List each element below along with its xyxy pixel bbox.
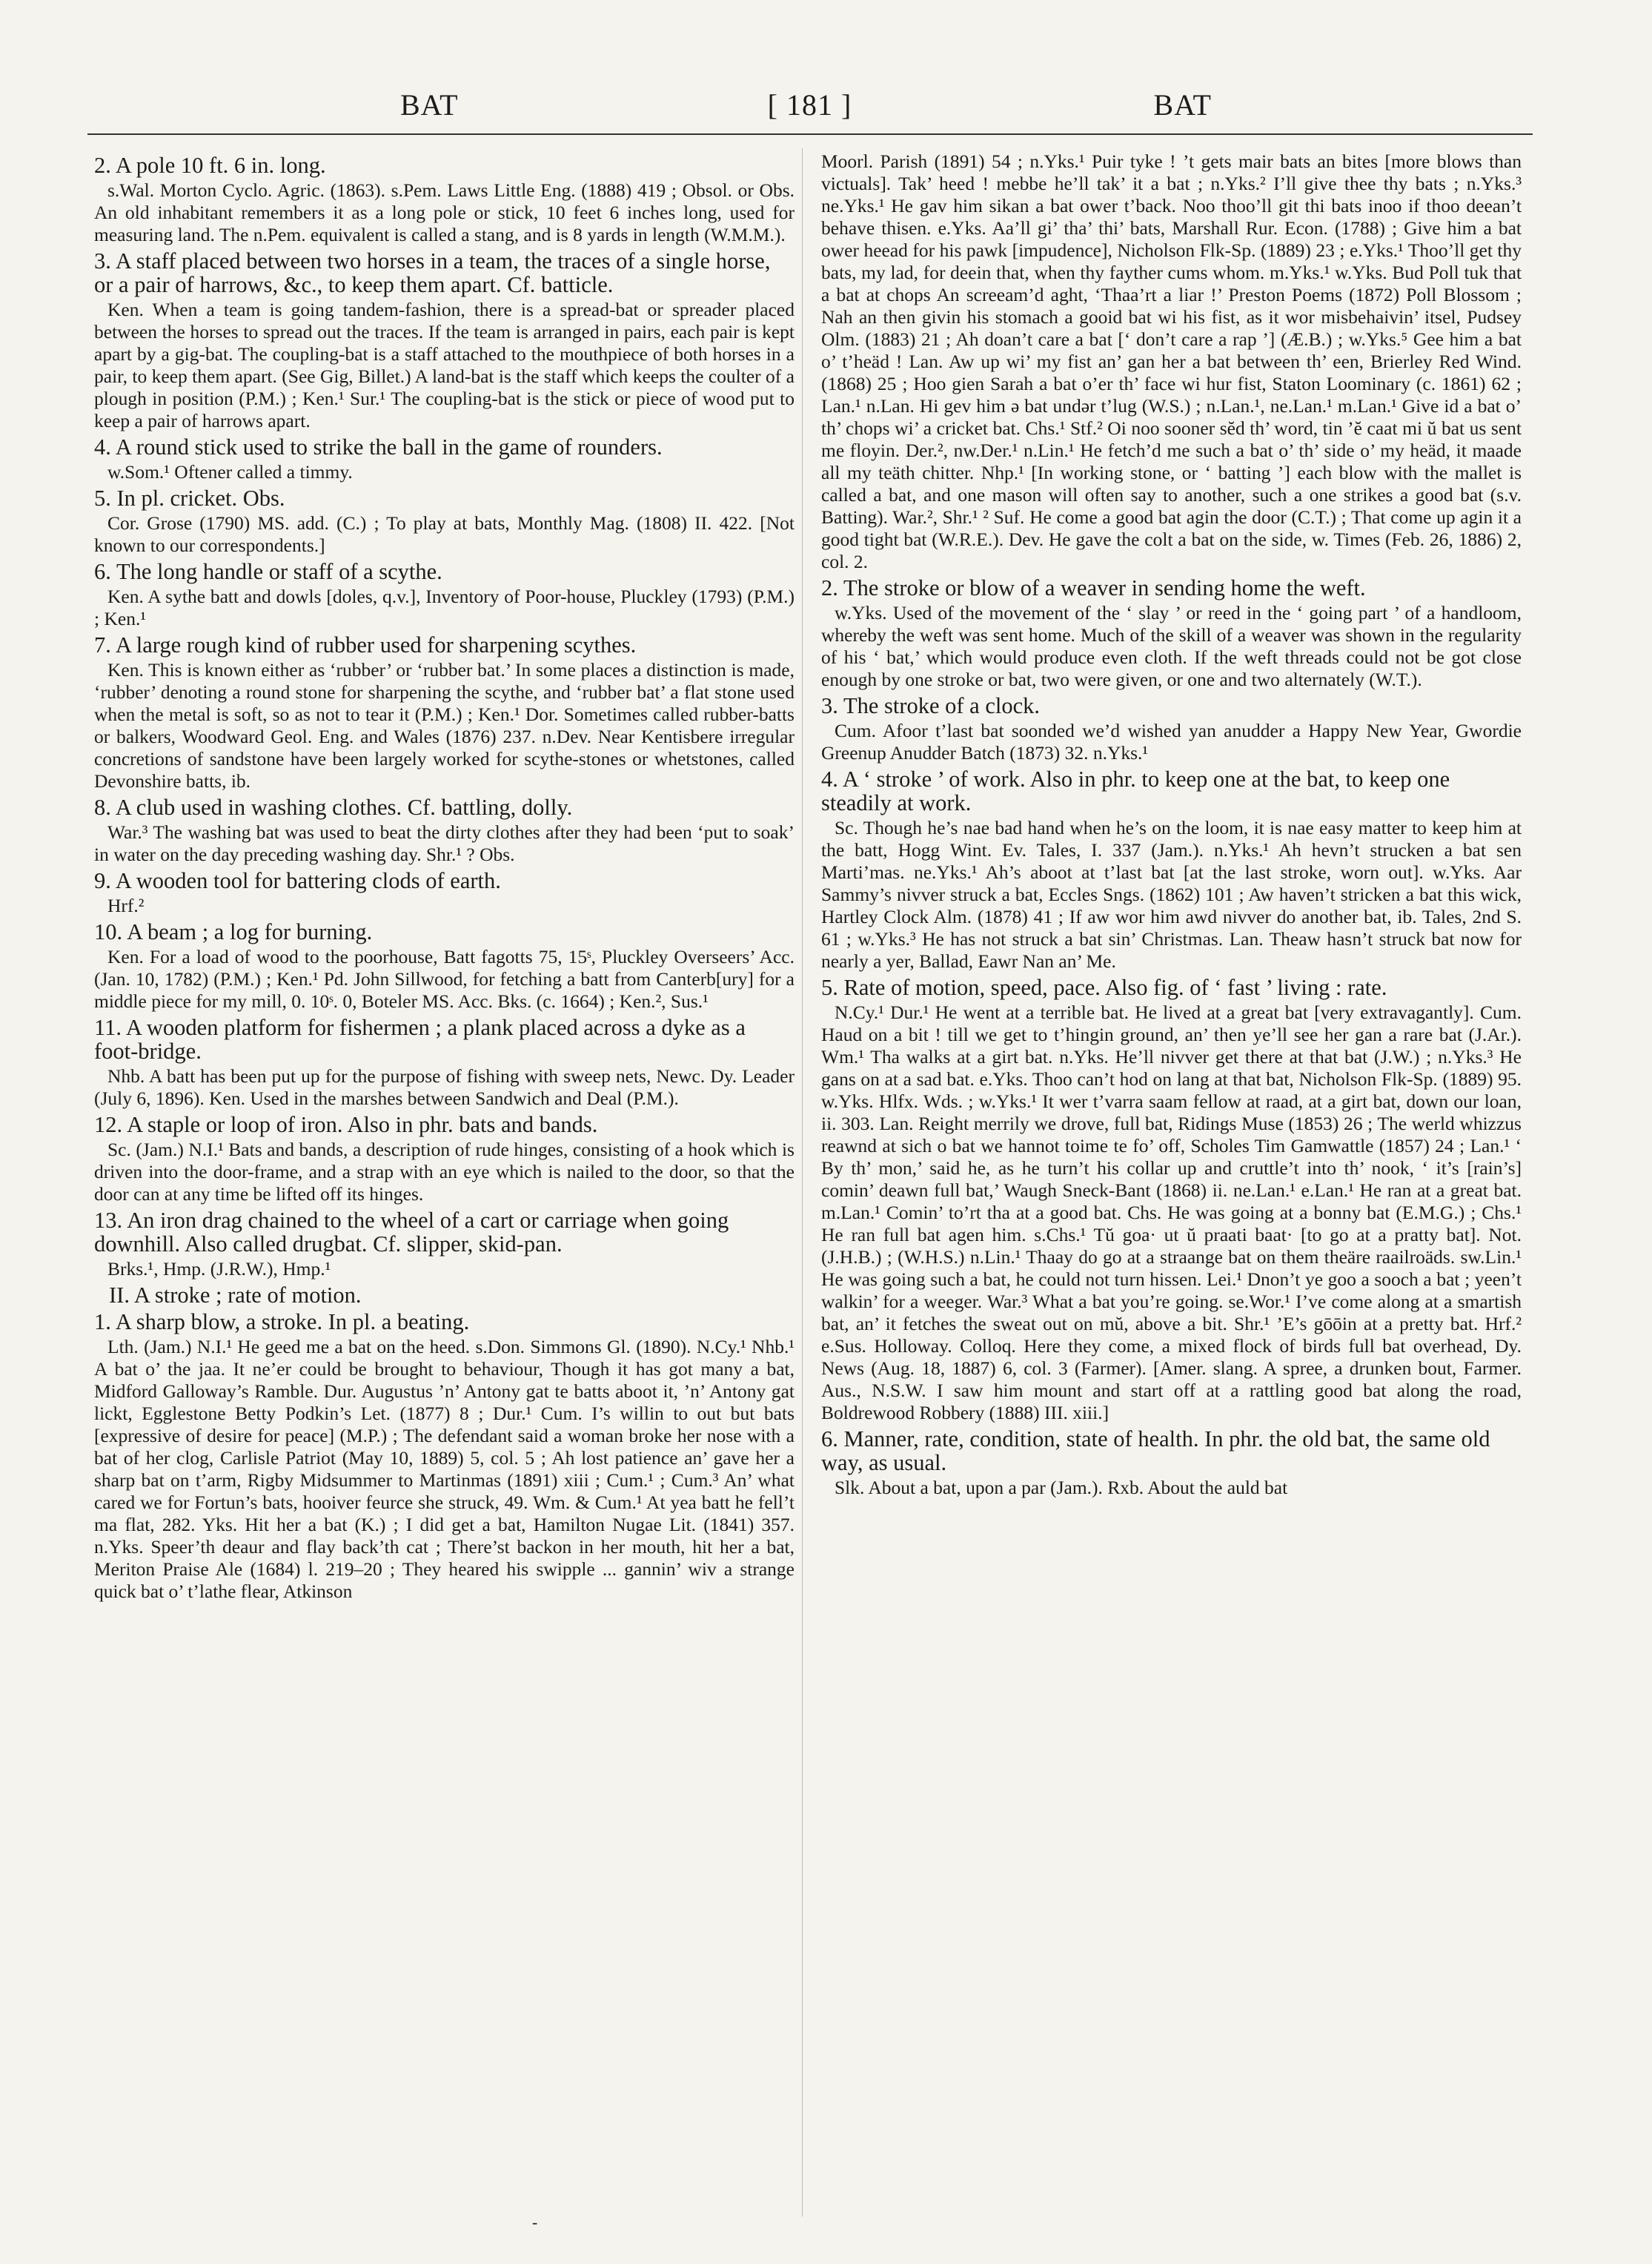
sense-heading: 8. A club used in washing clothes. Cf. battling, dolly. [94, 795, 573, 820]
sense-heading: 2. The stroke or blow of a weaver in sending home the weft. [821, 575, 1366, 600]
sense-heading: 5. Rate of motion, speed, pace. Also fig. of ‘ fast ’ living : rate. [821, 975, 1387, 1000]
citation-block: Ken. When a team is going tandem-fashion, there is a spread-bat or spreader placed between the horses to spread out the traces. If the team is arranged in pairs, each pair is kept apart by a gig-bat. The coupling-bat is a staff attached to the mouthpiece of both horses in a pair, to keep them apart. (See Gig, Billet.) A land-bat is the staff which keeps the coulter of a plough in position (P.M.) ; Ken.¹ Sur.¹ The coupling-bat is the stick or piece of wood put to keep a pair of harrows apart. [94, 299, 795, 431]
citation-block: Ken. A sythe batt and dowls [doles, q.v.], Inventory of Poor-house, Pluckley (1793) (P.M.) ; Ken.¹ [94, 586, 795, 629]
citation-block: War.³ The washing bat was used to beat the dirty clothes after they had been ‘put to soak’ in water on the day preceding washing day. Shr.¹ ? Obs. [94, 821, 795, 865]
citation-block: Moorl. Parish (1891) 54 ; n.Yks.¹ Puir tyke ! ’t gets mair bats an bites [more blows than victuals]. Tak’ heed ! mebbe he’ll tak’ it a bat ; n.Yks.² I’ll give thee thy bats ; n.Yks.³ ne.Yks.¹ He gav him sikan a bat ower t’back. Noo thoo’ll git thi bats inoo if thoo deean’t behave thisen. e.Yks. Aa’ll gi’ tha’ thi’ bats, Marshall Rur. Econ. (1788) ; Give him a bat ower heead for his pawk [impudence], Nicholson Flk-Sp. (1889) 23 ; e.Yks.¹ Thoo’ll get thy bats, my lad, for deein that, when thy fayther cums whom. m.Yks.¹ w.Yks. Bud Poll tuk that a bat at chops An screeam’d aght, ‘Thaa’rt a liar !’ Preston Poems (1872) Poll Blossom ; Nah an then givin his stomach a gooid bat wi his fist, as it wor misbehaivin’ itsel, Pudsey Olm. (1883) 21 ; Ah doan’t care a bat [‘ don’t care a rap ’] (Æ.B.) ; w.Yks.⁵ Gee him a bat o’ t’heäd ! Lan. Aw up wi’ my fist an’ gan her a bat between th’ een, Brierley Red Wind. (1868) 25 ; Hoo gien Sarah a bat o’er th’ face wi hur fist, Staton Loominary (c. 1861) 62 ; Lan.¹ n.Lan. Hi gev him ə bat undər t’lug (W.S.) ; n.Lan.¹, ne.Lan.¹ m.Lan.¹ Give id a bat o’ th’ chops wi’ a cricket bat. Chs.¹ Stf.² Oi noo sooner sĕd th’ word, tin ’ĕ caat mi ŭ bat us sent me floyin. Der.², nw.Der.¹ n.Lin.¹ He fetch’d me such a bat o’ th’ side o’ my heäd, it maade all my teäth chitter. Nhp.¹ [In working stone, or ‘ batting ’] each blow with the mallet is called a bat, and one mason will often say to another, such a one strikes a good bat (s.v. Batting). War.², Shr.¹ ² Suf. He come a good bat agin the door (C.T.) ; That come up agin it a good tight bat (W.R.E.). Dev. He gave the colt a bat on the side, w. Times (Feb. 26, 1886) 2, col. 2. [821, 150, 1522, 572]
sense-heading: 2. A pole 10 ft. 6 in. long. [94, 153, 326, 178]
sense-heading: 1. A sharp blow, a stroke. In pl. a beating. [94, 1309, 470, 1334]
sense-heading: 4. A round stick used to strike the ball in the game of rounders. [94, 434, 663, 460]
header-right-headword: BAT [1153, 88, 1212, 122]
citation-block: N.Cy.¹ Dur.¹ He went at a terrible bat. He lived at a great bat [very extravagantly]. Cum. Haud on a bit ! till we get to t’hingin ground, an’ then ye’ll see her gan a rare bat (J.Ar.). Wm.¹ Tha walks at a girt bat. n.Yks. He’ll nivver get there at that bat (J.W.) ; n.Yks.³ He gans on at a sad bat. e.Yks. Thoo can’t hod on lang at that bat, Nicholson Flk-Sp. (1889) 95. w.Yks. Hlfx. Wds. ; w.Yks.¹ It wer t’varra saam fellow at raad, at a girt bat, down our loan, ii. 303. Lan. Reight merrily we drove, full bat, Ridings Muse (1853) 26 ; The werld whizzus reawnd at sich o bat we hannot toime te fo’ off, Scholes Tim Gamwattle (1857) 24 ; Lan.¹ ‘ By th’ mon,’ said he, as he turn’t his collar up and cruttle’t into th’ nook, ‘ it’s [rain’s] comin’ deawn full bat,’ Waugh Sneck-Bant (1868) ii. ne.Lan.¹ e.Lan.¹ He ran at a great bat. m.Lan.¹ Comin’ to’rt tha at a good bat. Chs. He was going at a bonny bat (E.M.G.) ; Chs.¹ He ran full bat agen him. s.Chs.¹ Tŭ goa· ut ŭ praati baat· [to go at a pratty bat]. Not. (J.H.B.) ; (W.H.S.) n.Lin.¹ Thaay do go at a straange bat on them theäre raailroäds. sw.Lin.¹ He was going such a bat, he could not turn hissen. Lei.¹ Dnon’t ye goo a sooch a bat ; yeen’t walkin’ for a weeger. War.³ What a bat you’re going. se.Wor.¹ I’ve come along at a smartish bat, an’ it fetches the sweat out on mŭ, above a bit. Shr.¹ ’E’s gōōin at a pretty bat. Hrf.² e.Sus. Holloway. Colloq. Here they come, a mixed flock of birds full bat overhead, Dy. News (Aug. 18, 1887) 6, col. 3 (Farmer). [Amer. slang. A spree, a drunken bout, Farmer. Aus., N.S.W. I saw him mount and start off at a rattling good bat along the road, Boldrewood Robbery (1888) III. xiii.] [821, 1002, 1522, 1423]
citation-block: w.Som.¹ Oftener called a timmy. [107, 461, 353, 483]
sense-heading: 3. A staff placed between two horses in a team, the traces of a single horse, or a pair of harrows, &c., to keep them apart. Cf. batticle. [94, 248, 771, 297]
citation-block: Lth. (Jam.) N.I.¹ He geed me a bat on the heed. s.Don. Simmons Gl. (1890). N.Cy.¹ Nhb.¹ A bat o’ the jaa. It ne’er could be brought to behaviour, Though it has got many a bat, Midford Galloway’s Ramble. Dur. Augustus ’n’ Antony gat te batts aboot it, ’n’ Antony gat lickt, Egglestone Betty Podkin’s Let. (1877) 8 ; Dur.¹ Cum. I’s willin to out but bats [expressive of desire for peace] (M.P.) ; The defendant said a woman broke her nose with a bat of her clog, Carlisle Patriot (May 10, 1889) 5, col. 5 ; Ah lost patience an’ gave her a sharp bat on t’arm, Rigby Midsummer to Martinmas (1891) xiii ; Cum.¹ ; Cum.³ An’ what cared we for Fortun’s bats, hooiver feurce she struck, 49. Wm. & Cum.¹ At yea batt he fell’t ma flat, 282. Yks. Hit her a bat (K.) ; I did get a bat, Hamilton Nugae Lit. (1841) 357. n.Yks. Speer’th deaur and flay back’th cat ; There’st backon in her mouth, hit her a bat, Meriton Praise Ale (1684) l. 219–20 ; They heared his swipple ... gannin’ wiv a strange quick bat o’ t’lathe flear, Atkinson [94, 1336, 795, 1602]
citation-block: s.Wal. Morton Cyclo. Agric. (1863). s.Pem. Laws Little Eng. (1888) 419 ; Obsol. or Obs. An old inhabitant remembers it as a long pole or stick, 10 feet 6 inches long, used for measuring land. The n.Pem. equivalent is called a stang, and is 8 yards in length (W.M.M.). [94, 179, 795, 245]
sense-heading: 7. A large rough kind of rubber used for sharpening scythes. [94, 632, 637, 658]
page-number: [ 181 ] [767, 88, 852, 122]
header-rule [87, 133, 1533, 135]
sense-heading: 4. A ‘ stroke ’ of work. Also in phr. to keep one at the bat, to keep one steadily at work. [821, 767, 1450, 815]
sense-heading: 13. An iron drag chained to the wheel of a cart or carriage when going downhill. Also called drugbat. Cf. slipper, skid-pan. [94, 1208, 729, 1257]
citation-block: Cum. Afoor t’last bat soonded we’d wished yan anudder a Happy New Year, Gwordie Greenup Anudder Batch (1873) 32. n.Yks.¹ [821, 720, 1522, 764]
citation-block: Slk. About a bat, upon a par (Jam.). Rxb. About the auld bat [835, 1477, 1288, 1498]
right-column [821, 150, 1522, 2211]
footer-mark: - [532, 2213, 538, 2231]
sense-heading: 12. A staple or loop of iron. Also in phr. bats and bands. [94, 1112, 598, 1137]
citation-block: Nhb. A batt has been put up for the purpose of fishing with sweep nets, Newc. Dy. Leader (July 6, 1896). Ken. Used in the marshes between Sandwich and Deal (P.M.). [94, 1065, 795, 1109]
citation-block: Brks.¹, Hmp. (J.R.W.), Hmp.¹ [107, 1258, 331, 1280]
sense-heading: 6. Manner, rate, condition, state of health. In phr. the old bat, the same old way, as usual. [821, 1426, 1490, 1475]
citation-block: Hrf.² [107, 895, 145, 916]
citation-block: Sc. Though he’s nae bad hand when he’s on the loom, it is nae easy matter to keep him at the batt, Hogg Wint. Ev. Tales, I. 337 (Jam.). n.Yks.¹ Ah hevn’t strucken a bat sen Marti’mas. ne.Yks.¹ Ah’s aboot at t’last bat [at the last stroke, worn out]. w.Yks. Aar Sammy’s nivver struck a bat, Eccles Sngs. (1862) 101 ; Aw haven’t stricken a bat this wick, Hartley Clock Alm. (1878) 41 ; If aw wor him awd nivver do another bat, ib. Tales, 2nd S. 61 ; w.Yks.³ He has not struck a bat sin’ Christmas. Lan. Theaw hasn’t struck bat now for nearly a yer, Ballad, Eawr Nan an’ Me. [821, 817, 1522, 972]
column-divider [802, 148, 803, 2217]
sense-heading: 5. In pl. cricket. Obs. [94, 486, 285, 511]
section-heading: II. A stroke ; rate of motion. [109, 1282, 362, 1308]
left-column [94, 150, 795, 2211]
citation-block: Cor. Grose (1790) MS. add. (C.) ; To play at bats, Monthly Mag. (1808) II. 422. [Not known to our correspondents.] [94, 512, 795, 556]
citation-block: Ken. This is known either as ‘rubber’ or ‘rubber bat.’ In some places a distinction is made, ‘rubber’ denoting a round stone for sharpening the scythe, and ‘rubber bat’ a flat stone used when the metal is soft, so as not to tear it (P.M.) ; Ken.¹ Dor. Sometimes called rubber-batts or balkers, Woodward Geol. Eng. and Wales (1876) 237. n.Dev. Near Kentisbere irregular concretions of sandstone have been largely worked for scythe-stones or whetstones, called Devonshire batts, ib. [94, 659, 795, 792]
citation-block: Ken. For a load of wood to the poorhouse, Batt fagotts 75, 15ˢ, Pluckley Overseers’ Acc. (Jan. 10, 1782) (P.M.) ; Ken.¹ Pd. John Sillwood, for fetching a batt from Canterb[ury] for a middle piece for my mill, 0. 10ˢ. 0, Boteler MS. Acc. Bks. (c. 1664) ; Ken.², Sus.¹ [94, 946, 795, 1012]
header-left-headword: BAT [400, 88, 459, 122]
sense-heading: 9. A wooden tool for battering clods of earth. [94, 868, 501, 893]
running-header [89, 87, 1530, 132]
citation-block: Sc. (Jam.) N.I.¹ Bats and bands, a description of rude hinges, consisting of a hook which is driven into the door-frame, and a strap with an eye which is nailed to the door, so that the door can at any time be lifted off its hinges. [94, 1139, 795, 1205]
sense-heading: 11. A wooden platform for fishermen ; a plank placed across a dyke as a foot-bridge. [94, 1015, 746, 1064]
sense-heading: 6. The long handle or staff of a scythe. [94, 559, 442, 584]
sense-heading: 3. The stroke of a clock. [821, 693, 1041, 718]
citation-block: w.Yks. Used of the movement of the ‘ slay ’ or reed in the ‘ going part ’ of a handloom, whereby the weft was sent home. Much of the skill of a weaver was shown in the regularity of his ‘ bat,’ which would produce even cloth. If the weft threads could not be got close enough by one stroke or bat, two were given, or one and two alternately (W.T.). [821, 602, 1522, 690]
sense-heading: 10. A beam ; a log for burning. [94, 919, 373, 944]
